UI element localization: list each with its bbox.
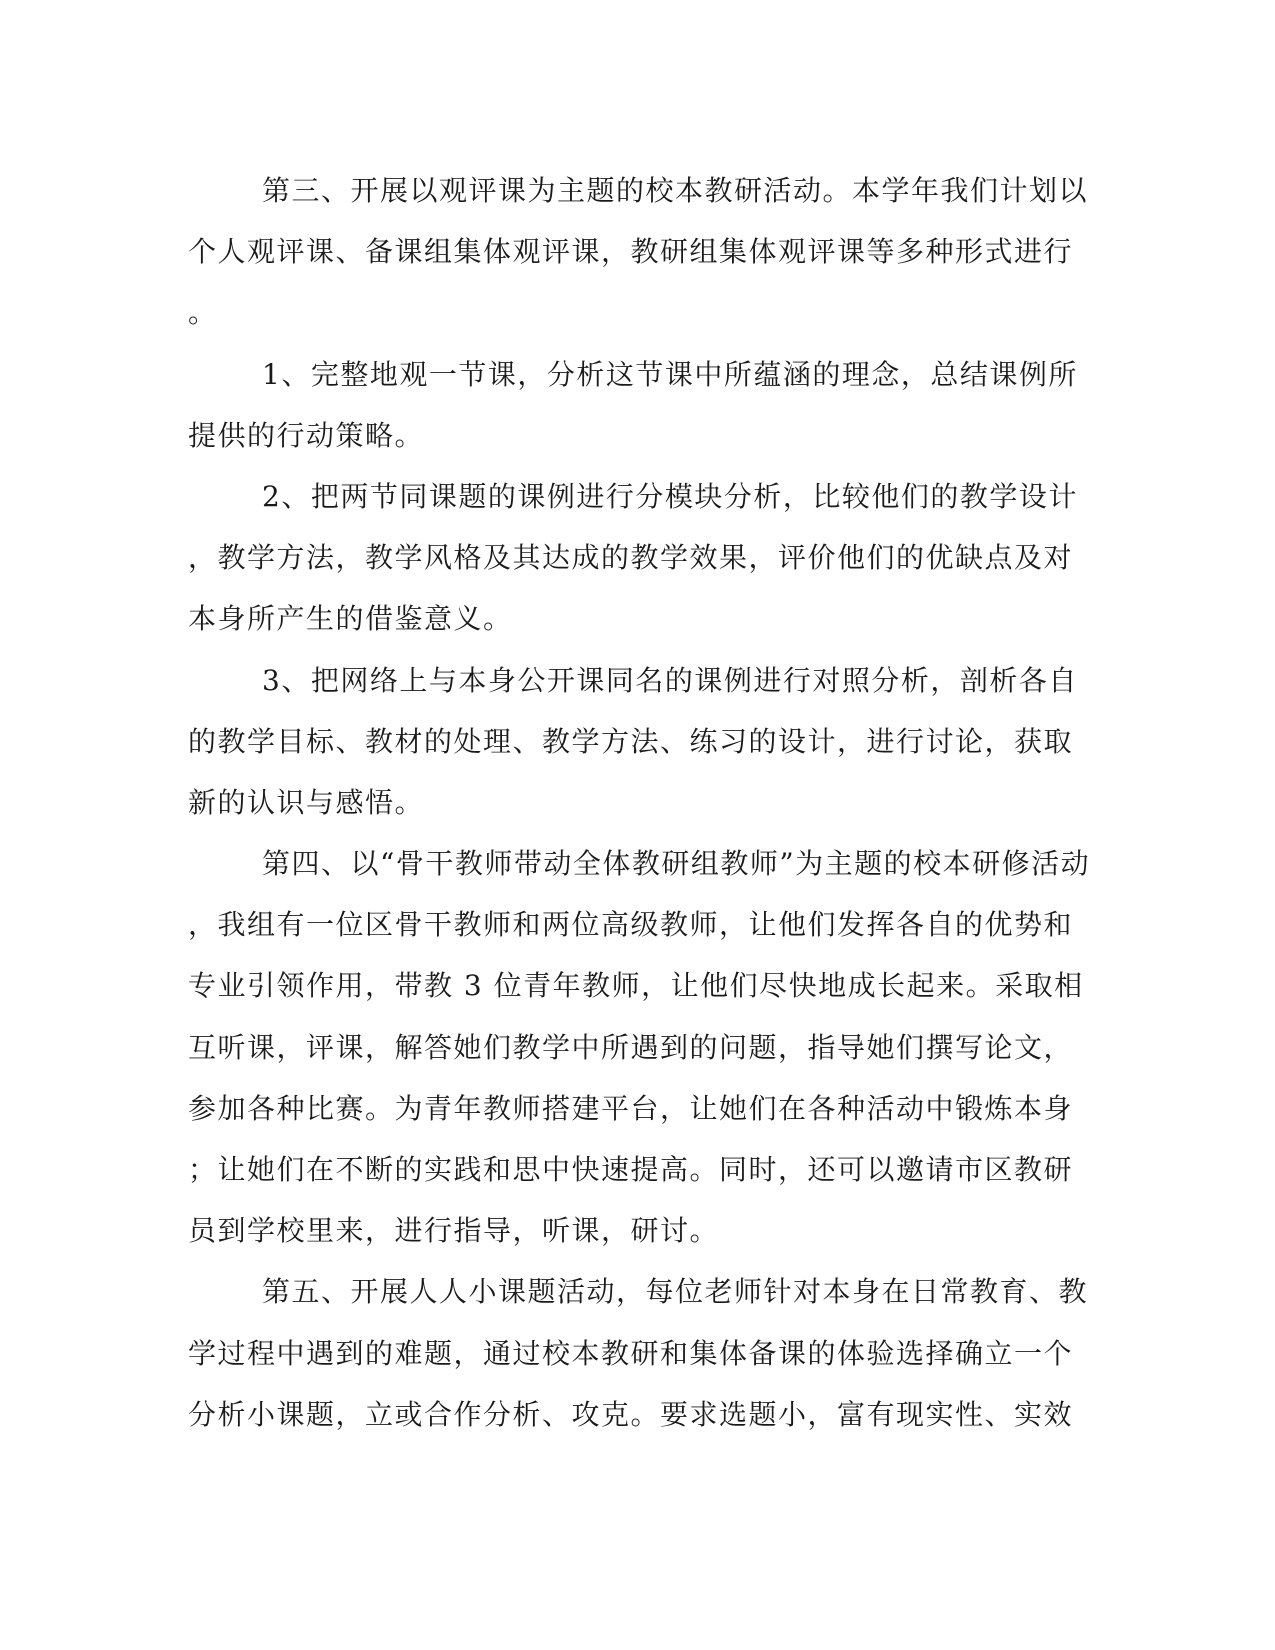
text-line: ，教学方法，教学风格及其达成的教学效果，评价他们的优缺点及对 (188, 541, 1074, 575)
text-line: 本身所产生的借鉴意义。 (188, 602, 513, 636)
text-line: 学过程中遇到的难题，通过校本教研和集体备课的体验选择确立一个 (188, 1336, 1074, 1370)
text-line: 1、完整地观一节课，分析这节课中所蕴涵的理念，总结课例所 (262, 357, 1078, 391)
text-line: 第四、以“骨干教师带动全体教研组教师”为主题的校本研修活动 (262, 847, 1091, 881)
text-line: 员到学校里来，进行指导，听课，研讨。 (188, 1214, 720, 1248)
text-line: 。 (188, 296, 218, 330)
text-line: 新的认识与感悟。 (188, 785, 425, 819)
text-line: ；让她们在不断的实践和思中快速提高。同时，还可以邀请市区教研 (188, 1153, 1074, 1186)
text-line: 参加各种比赛。为青年教师搭建平台，让她们在各种活动中锻炼本身 (188, 1091, 1074, 1125)
text-line: 第三、开展以观评课为主题的校本教研活动。本学年我们计划以 (262, 174, 1089, 207)
text-line: 专业引领作用，带教 3 位青年教师，让他们尽快地成长起来。采取相 (188, 969, 1084, 1003)
text-line: 第五、开展人人小课题活动，每位老师针对本身在日常教育、教 (262, 1275, 1089, 1309)
body-text (188, 160, 1091, 1445)
text-line: 3、把网络上与本身公开课同名的课例进行对照分析，剖析各自 (262, 663, 1078, 697)
text-line: 分析小课题，立或合作分析、攻克。要求选题小，富有现实性、实效 (188, 1397, 1074, 1431)
text-line: 互听课，评课，解答她们教学中所遇到的问题，指导她们撰写论文， (188, 1030, 1074, 1064)
text-line: 提供的行动策略。 (188, 418, 425, 452)
text-line: 2、把两节同课题的课例进行分模块分析，比较他们的教学设计 (262, 479, 1078, 513)
text-line: 个人观评课、备课组集体观评课，教研组集体观评课等多种形式进行 (188, 235, 1074, 269)
text-line: 的教学目标、教材的处理、教学方法、练习的设计，进行讨论，获取 (188, 724, 1074, 758)
text-line: ，我组有一位区骨干教师和两位高级教师，让他们发挥各自的优势和 (188, 908, 1074, 942)
